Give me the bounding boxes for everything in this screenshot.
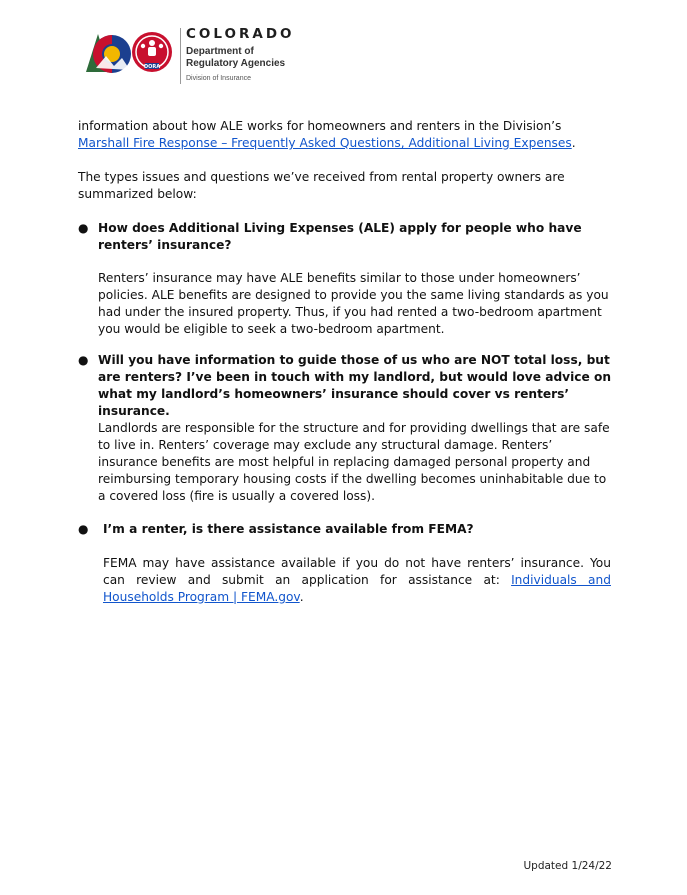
intro-text: information about how ALE works for homeowners and renters in the Division’s — [78, 119, 562, 133]
org-name: COLORADO — [186, 26, 295, 42]
faq-2-answer: Landlords are responsible for the structure and for providing dwellings that are safe to live in. Renters’ coverage may exclude any structural damage. Renters’ insurance benefits are most helpful in replacing damaged personal property and reimbursing temporary housing costs if the dwelling becomes uninhabitable due to a covered loss (fire is usually a covered loss). — [98, 421, 610, 503]
division-name: Division of Insurance — [186, 75, 251, 82]
colorado-dora-logo — [82, 24, 342, 88]
logo-divider — [180, 28, 181, 84]
colorado-c-logo-icon — [82, 28, 178, 80]
faq-1-question: How does Additional Living Expenses (ALE) apply for people who have renters’ insurance? — [98, 221, 582, 252]
faq-1-answer: Renters’ insurance may have ALE benefits similar to those under homeowners’ policies. ALE benefits are designed to provide you the same living standards as you had under the insured property. Thus, if you had rented a two-bedroom apartment you would be eligible to seek a two-bedroom apartment. — [98, 271, 609, 336]
dept-line-2: Regulatory Agencies — [186, 58, 286, 69]
bullet-1: ● — [78, 221, 89, 235]
faq-3-answer-period: . — [299, 590, 304, 604]
bullet-2: ● — [78, 353, 89, 367]
dept-line-1: Department of — [186, 46, 254, 57]
updated-date: Updated 1/24/22 — [523, 860, 612, 872]
summary-paragraph: The types issues and questions we’ve received from rental property owners are summarized below: — [78, 170, 565, 201]
bullet-3: ● — [78, 522, 89, 536]
intro-period: . — [571, 136, 576, 150]
fema-program-link[interactable]: Individuals and Households Program | FEMA.gov — [103, 573, 611, 604]
faq-3-question: I’m a renter, is there assistance available from FEMA? — [103, 522, 474, 536]
faq-2-question: Will you have information to guide those of us who are NOT total loss, but are renters? I’ve been in touch with my landlord, but would love advice on what my landlord’s homeowners’ insurance should cover vs renters’ insurance. — [98, 353, 612, 418]
marshall-fire-faq-link[interactable]: Marshall Fire Response – Frequently Asked Questions, Additional Living Expenses — [78, 136, 572, 150]
org-block — [186, 26, 295, 82]
dora-badge-text: DORA — [143, 64, 161, 70]
faq-3-answer-text: FEMA may have assistance available if you do not have renters’ insurance. You can review and submit an application for assistance at: — [103, 556, 611, 587]
intro-paragraph — [78, 118, 612, 152]
faq-3-answer — [103, 555, 611, 606]
